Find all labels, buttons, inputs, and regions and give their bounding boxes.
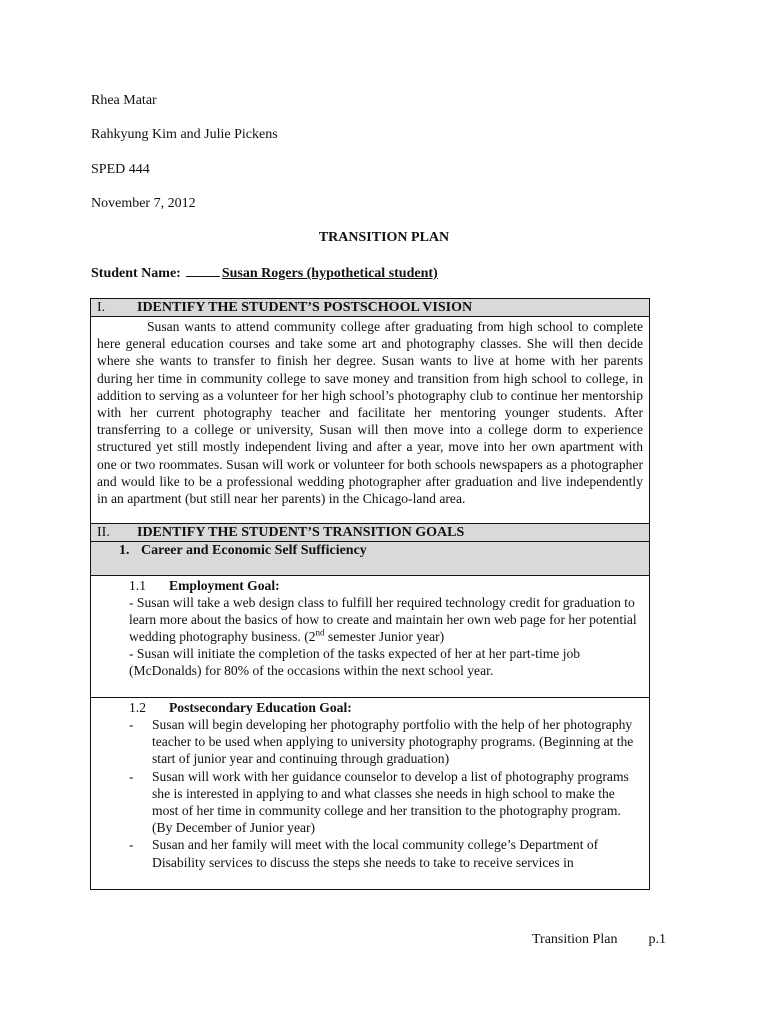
blank-underline (186, 264, 220, 277)
education-goal-item-text: Susan and her family will meet with the local community college’s Department of Disability services to discuss the steps she needs to take to receive services in (152, 837, 599, 870)
course-code: SPED 444 (91, 162, 150, 177)
document-date: November 7, 2012 (91, 196, 196, 211)
education-goal-item (129, 836, 641, 870)
dash-bullet: - (129, 768, 134, 784)
dash-bullet: - (129, 837, 134, 853)
section-2-heading: IDENTIFY THE STUDENT’S TRANSITION GOALS (137, 525, 465, 540)
footer-label: Transition Plan (532, 932, 618, 947)
career-subsection-header (91, 542, 649, 576)
postschool-vision-text: Susan wants to attend community college after graduating from high school to complete here general education courses and take some art and photography classes. She will then decide where she wants to transfer to finish her degree. Susan wants to live at home with her parents during her time in community college to save money and transition from high school to college, in addition to serving as a volunteer for her high school’s photography club to continue her mentorship with her current photography teacher and facilitate her mentoring younger students. After transferring to a college or university, Susan will then move into a college dorm to experience structured yet still mostly independent living and after a year, move into her own apartment with one or two roommates. Susan will work or volunteer for both schools newspapers as a photographer and would like to be a professional wedding photographer after graduation and live independently in an apartment (but still near her parents) in the Chicago-land area. (91, 317, 649, 524)
employment-goal-title (129, 577, 641, 594)
section-1-heading: IDENTIFY THE STUDENT’S POSTSCHOOL VISION (137, 300, 473, 315)
education-goal-list (129, 716, 641, 871)
employment-goal-cell (91, 576, 649, 698)
employment-goal-item (129, 594, 641, 645)
page-number: p.1 (648, 932, 666, 947)
student-name-label: Student Name: (91, 266, 181, 281)
instructor-names: Rahkyung Kim and Julie Pickens (91, 127, 278, 142)
section-1-header (91, 299, 649, 317)
education-goal-cell (91, 698, 649, 888)
document-title: TRANSITION PLAN (318, 230, 450, 245)
employment-goal-item-text-end: semester Junior year) (324, 629, 445, 644)
dash-bullet: - (129, 717, 134, 732)
employment-goal-number: 1.1 (129, 578, 146, 593)
section-2-number: II. (97, 525, 110, 540)
education-goal-number: 1.2 (129, 700, 146, 715)
ordinal-suffix: nd (315, 627, 325, 638)
section-1-number: I. (97, 300, 106, 315)
employment-goal-item-text: - Susan will take a web design class to fulfill her required technology credit for graduation to learn more about the basics of how to create and maintain her own web page for her potential wedding photography business. (2 (129, 595, 637, 644)
education-goal-item-text: Susan will begin developing her photography portfolio with the help of her photography teacher to be used when applying to university photography programs. (Beginning at the start of junior year and continuing through graduation) (152, 717, 634, 767)
career-subsection-number: 1. (119, 543, 130, 558)
education-goal-item (129, 768, 641, 837)
student-name-value: Susan Rogers (hypothetical student) (221, 266, 438, 281)
section-2-header (91, 524, 649, 542)
education-goal-label: Postsecondary Education Goal: (169, 700, 352, 715)
student-name-line (91, 264, 438, 282)
employment-goal-item: - Susan will initiate the completion of the tasks expected of her at her part-time job (McDonalds) for 80% of the occasions within the next school year. (129, 646, 581, 678)
author-name: Rhea Matar (91, 93, 157, 108)
education-goal-item (129, 716, 641, 768)
page-footer (532, 932, 666, 948)
transition-plan-table (90, 298, 650, 890)
education-goal-title (129, 699, 641, 716)
education-goal-item-text: Susan will work with her guidance counselor to develop a list of photography programs she is interested in applying to and what classes she needs in high school to make the most of her time in community college and her transition to the photography program. (By December of Junior year) (152, 768, 629, 836)
employment-goal-label: Employment Goal: (169, 578, 280, 593)
career-subsection-heading: Career and Economic Self Sufficiency (141, 543, 367, 558)
